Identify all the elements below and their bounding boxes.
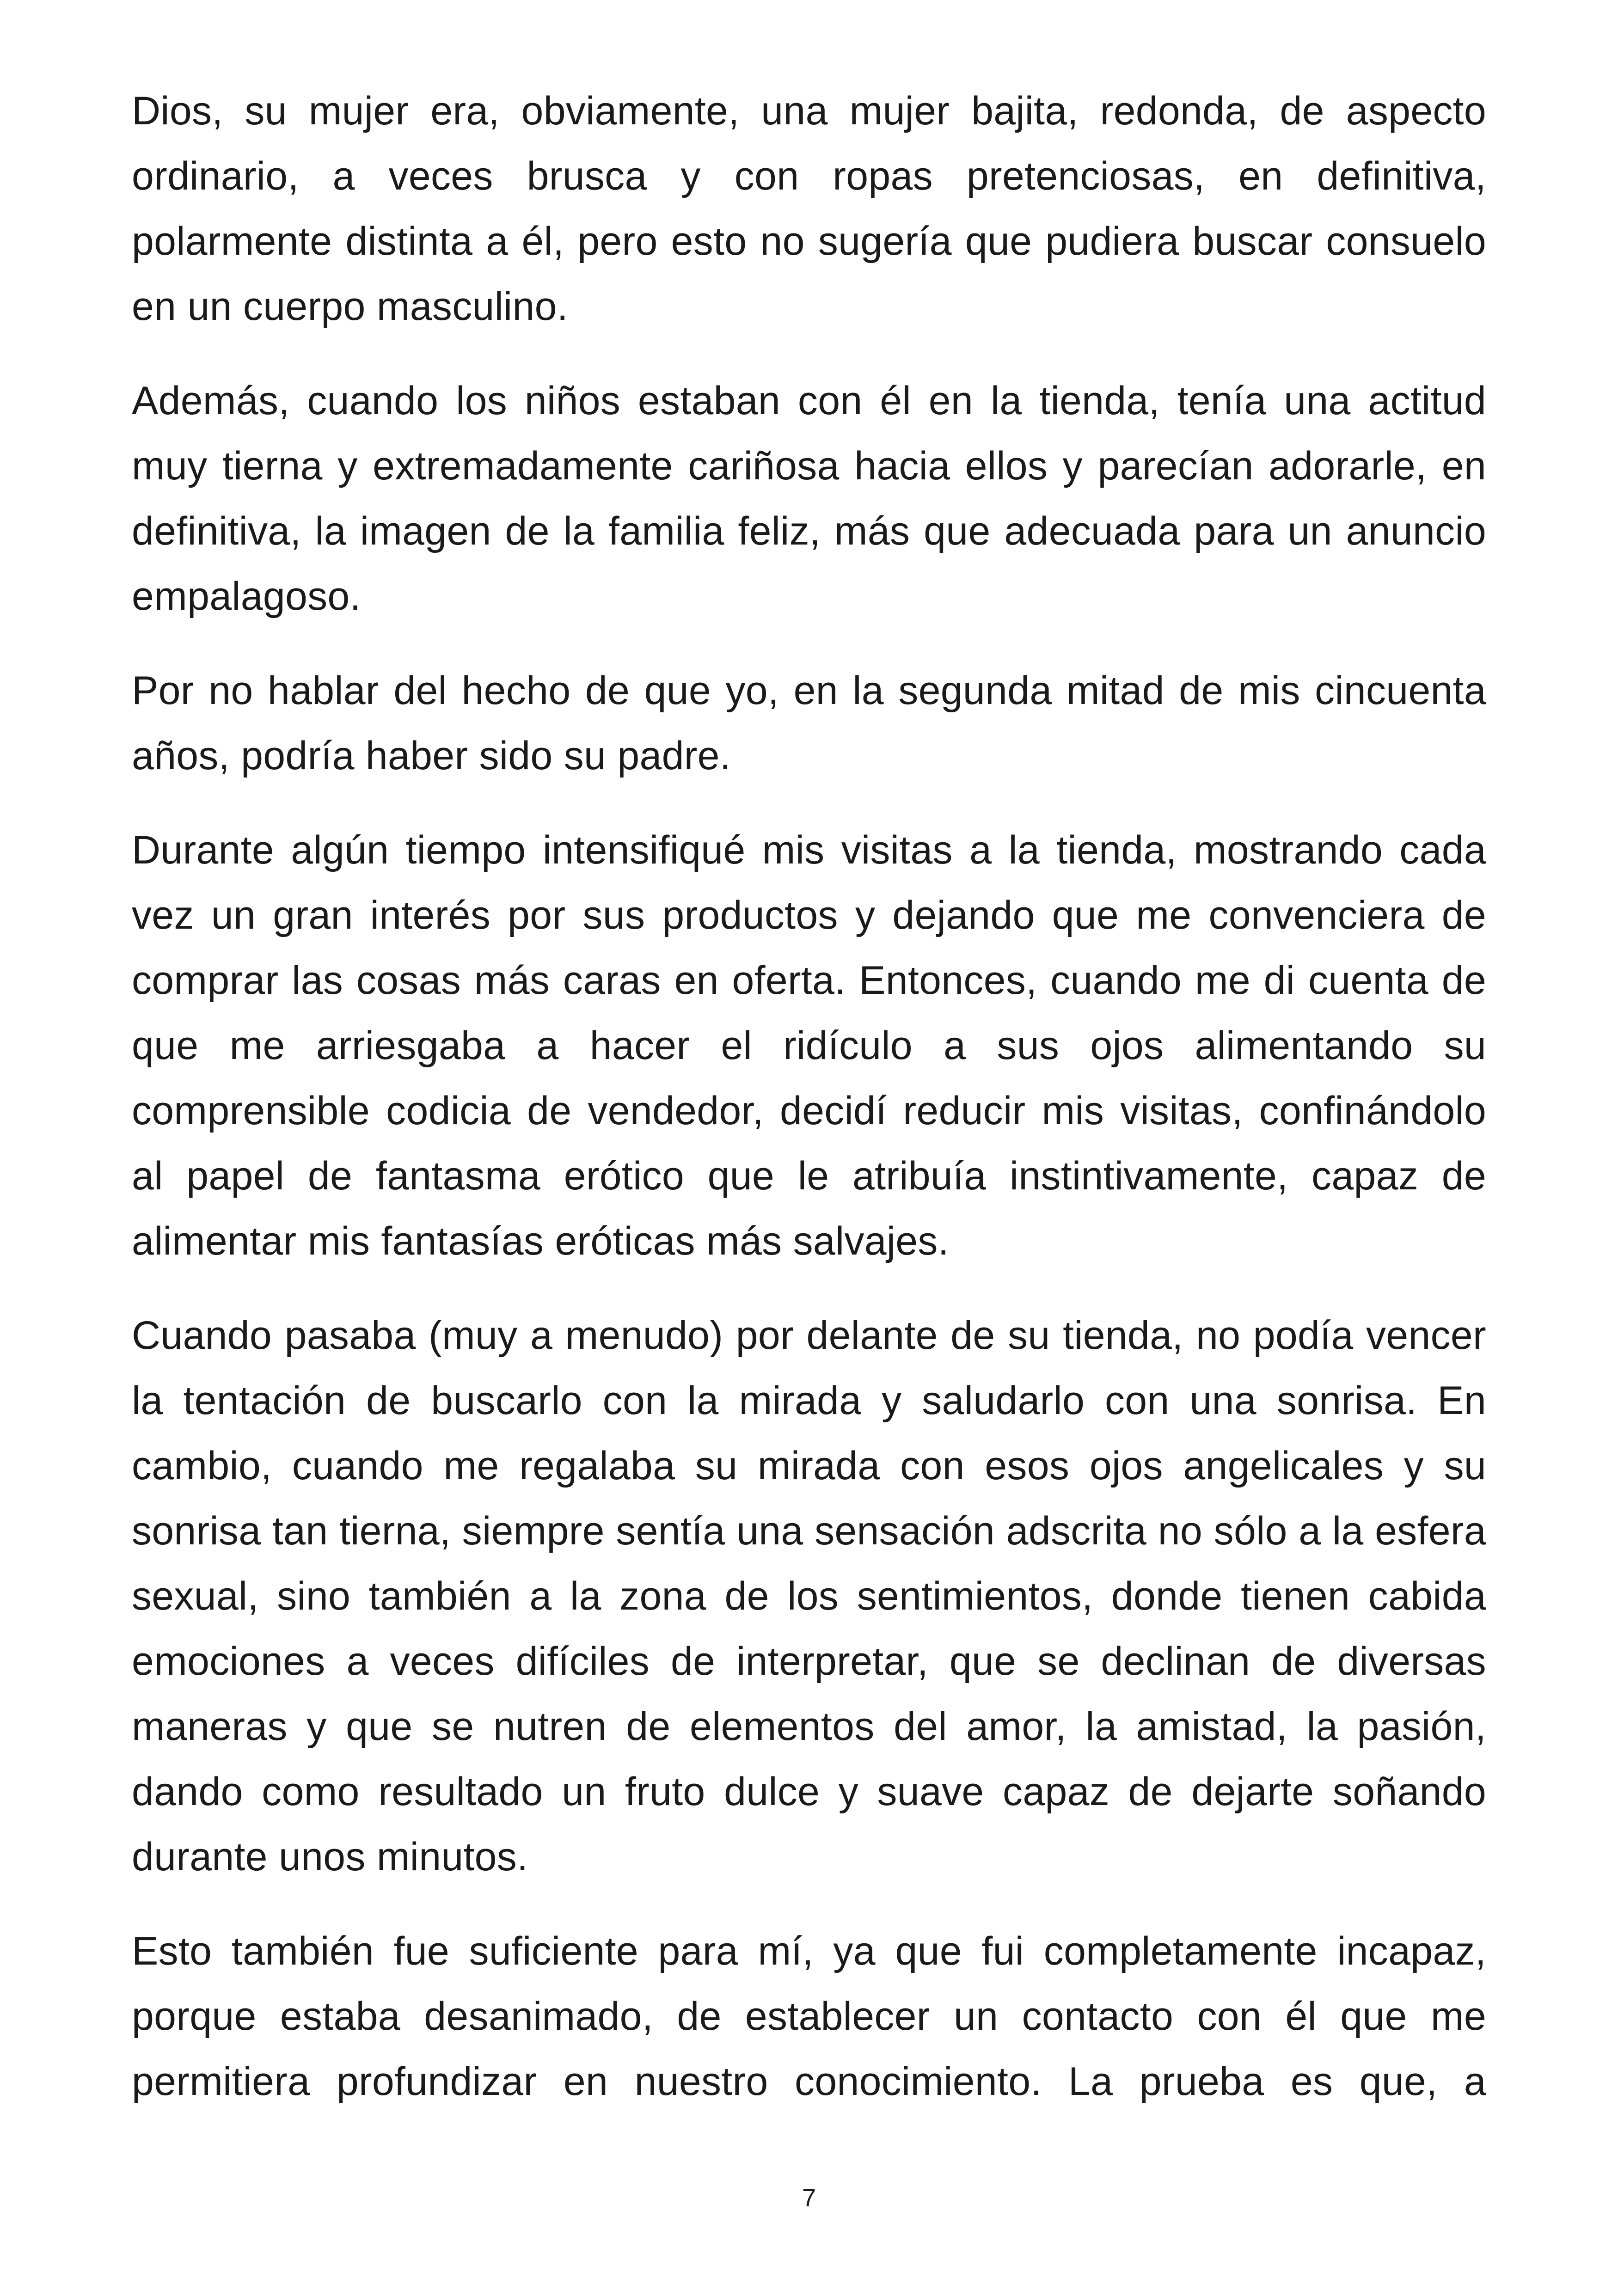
paragraph-3: Por no hablar del hecho de que yo, en la segunda mitad de mis cincuenta años, podría haber sido su padre. [132, 668, 1486, 778]
page-number: 7 [802, 2184, 816, 2212]
page-body [132, 79, 1486, 2114]
paragraph-6: Esto también fue suficiente para mí, ya que fui completamente incapaz, porque estaba desanimado, de establecer un contacto con él que me permitiera profundizar en nuestro conocimiento. La prueba es que, a [132, 1929, 1486, 2104]
paragraph-5: Cuando pasaba (muy a menudo) por delante de su tienda, no podía vencer la tentación de buscarlo con la mirada y saludarlo con una sonrisa. En cambio, cuando me regalaba su mirada con esos ojos angelicales y su sonrisa tan tierna, siempre sentía una sensación adscrita no sólo a la esfera sexual, sino también a la zona de los sentimientos, donde tienen cabida emociones a veces difíciles de interpretar, que se declinan de diversas maneras y que se nutren de elementos del amor, la amistad, la pasión, dando como resultado un fruto dulce y suave capaz de dejarte soñando durante unos minutos. [132, 1313, 1486, 1879]
paragraph-4: Durante algún tiempo intensifiqué mis visitas a la tienda, mostrando cada vez un gran interés por sus productos y dejando que me convenciera de comprar las cosas más caras en oferta. Entonces, cuando me di cuenta de que me arriesgaba a hacer el ridículo a sus ojos alimentando su comprensible codicia de vendedor, decidí reducir mis visitas, confinándolo al papel de fantasma erótico que le atribuía instintivamente, capaz de alimentar mis fantasías eróticas más salvajes. [132, 828, 1486, 1263]
paragraph-1: Dios, su mujer era, obviamente, una mujer bajita, redonda, de aspecto ordinario, a veces brusca y con ropas pretenciosas, en definitiva, polarmente distinta a él, pero esto no sugería que pudiera buscar consuelo en un cuerpo masculino. [132, 89, 1486, 329]
paragraph-2: Además, cuando los niños estaban con él en la tienda, tenía una actitud muy tierna y extremadamente cariñosa hacia ellos y parecían adorarle, en definitiva, la imagen de la familia feliz, más que adecuada para un anuncio empalagoso. [132, 379, 1486, 618]
